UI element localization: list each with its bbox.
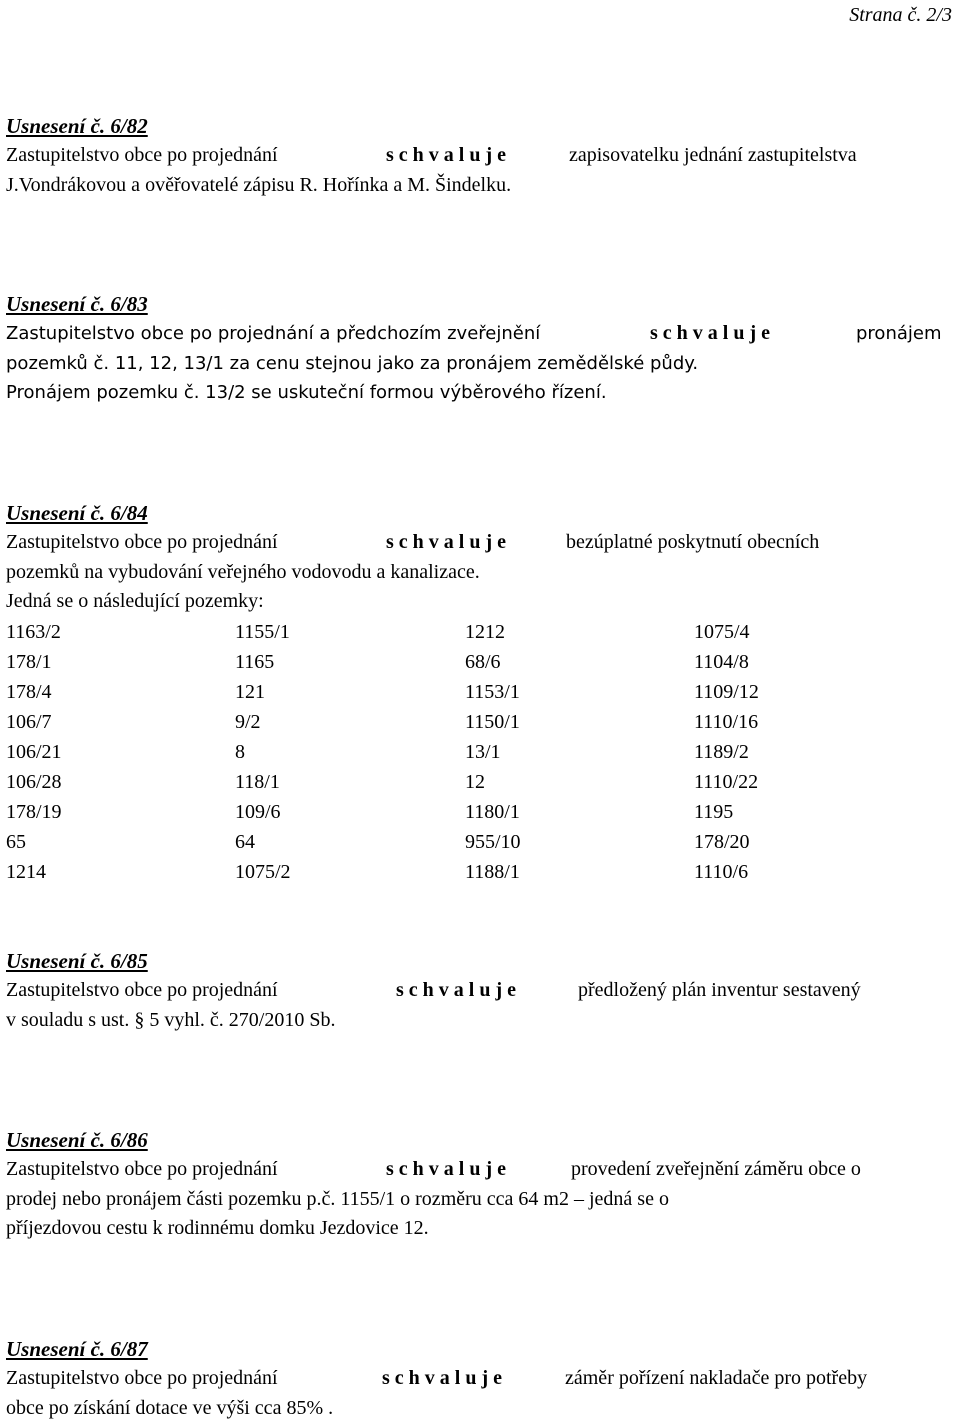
resolution-text-line: prodej nebo pronájem části pozemku p.č. 1155/1 o rozměru cca 64 m2 – jedná se o: [6, 1187, 669, 1210]
parcel-cell: 68/6: [465, 651, 501, 674]
parcel-cell: 1110/16: [694, 711, 759, 734]
parcel-cell: 106/28: [6, 771, 62, 794]
resolution-title: Usnesení č. 6/86: [6, 1128, 148, 1152]
resolution-text-line: [6, 976, 956, 1006]
approval-verb: s c h v a l u j e: [396, 979, 516, 1001]
parcel-cell: 1188/1: [465, 861, 520, 884]
parcel-cell: 1153/1: [465, 681, 520, 704]
parcel-cell: 1104/8: [694, 651, 749, 674]
parcel-cell: 1109/12: [694, 681, 759, 704]
parcel-cell: 12: [465, 771, 485, 794]
parcel-cell: 1163/2: [6, 621, 61, 644]
parcel-cell: 13/1: [465, 741, 501, 764]
resolution-6-85: [6, 946, 956, 1035]
text-before: Zastupitelstvo obce po projednání a předchozím zveřejnění: [6, 323, 541, 344]
approval-verb: s c h v a l u j e: [386, 144, 506, 166]
text-before: Zastupitelstvo obce po projednání: [6, 531, 278, 553]
parcel-cell: 1075/4: [694, 621, 750, 644]
parcel-cell: 1155/1: [235, 621, 290, 644]
parcel-cell: 1189/2: [694, 741, 749, 764]
parcel-cell: 1212: [465, 621, 505, 644]
page-number: Strana č. 2/3: [849, 4, 952, 26]
parcel-cell: 8: [235, 741, 245, 764]
parcel-cell: 1214: [6, 861, 46, 884]
parcel-cell: 1150/1: [465, 711, 520, 734]
approval-verb: s c h v a l u j e: [386, 531, 506, 553]
parcel-cell: 64: [235, 831, 255, 854]
text-after: předložený plán inventur sestavený: [578, 979, 861, 1001]
resolution-title: Usnesení č. 6/85: [6, 949, 148, 973]
parcel-cell: 1110/22: [694, 771, 759, 794]
parcel-cell: 955/10: [465, 831, 521, 854]
resolution-6-86: [6, 1125, 956, 1244]
parcel-cell: 1165: [235, 651, 275, 674]
resolution-text-line: [6, 528, 956, 558]
resolution-text-line: [6, 1155, 956, 1185]
resolution-title: Usnesení č. 6/87: [6, 1337, 148, 1361]
resolution-text-line: Jedná se o následující pozemky:: [6, 590, 264, 613]
parcel-cell: 121: [235, 681, 265, 704]
text-after: pronájem: [856, 323, 942, 344]
resolution-text-line: [6, 319, 956, 349]
parcel-cell: 9/2: [235, 711, 261, 734]
resolution-text-line: Pronájem pozemku č. 13/2 se uskuteční formou výběrového řízení.: [6, 382, 607, 404]
parcel-cell: 1110/6: [694, 861, 749, 884]
resolution-title: Usnesení č. 6/84: [6, 501, 148, 525]
resolution-text-line: [6, 141, 956, 171]
approval-verb: s c h v a l u j e: [382, 1367, 502, 1389]
resolution-6-82: [6, 111, 956, 200]
parcel-cell: 106/7: [6, 711, 52, 734]
parcel-table: [6, 617, 956, 887]
text-before: Zastupitelstvo obce po projednání: [6, 1367, 278, 1389]
parcel-cell: 1075/2: [235, 861, 291, 884]
text-after: zapisovatelku jednání zastupitelstva: [569, 144, 857, 166]
parcel-cell: 178/1: [6, 651, 52, 674]
parcel-cell: 65: [6, 831, 26, 854]
resolution-6-83: [6, 289, 956, 408]
resolution-title: Usnesení č. 6/82: [6, 114, 148, 138]
approval-verb: s c h v a l u j e: [650, 322, 770, 344]
parcel-cell: 178/20: [694, 831, 750, 854]
parcel-cell: 1180/1: [465, 801, 520, 824]
resolution-text-line: pozemků č. 11, 12, 13/1 za cenu stejnou jako za pronájem zemědělské půdy.: [6, 352, 699, 374]
resolution-text-line: pozemků na vybudování veřejného vodovodu a kanalizace.: [6, 560, 480, 583]
text-after: provedení zveřejnění záměru obce o: [571, 1158, 861, 1180]
parcel-cell: 106/21: [6, 741, 62, 764]
parcel-cell: 109/6: [235, 801, 281, 824]
resolution-text-line: J.Vondrákovou a ověřovatelé zápisu R. Hořínka a M. Šindelku.: [6, 173, 512, 196]
resolution-text-line: obce po získání dotace ve výši cca 85% .: [6, 1396, 334, 1419]
text-before: Zastupitelstvo obce po projednání: [6, 1158, 278, 1180]
approval-verb: s c h v a l u j e: [386, 1158, 506, 1180]
text-after: záměr pořízení nakladače pro potřeby: [565, 1367, 868, 1389]
parcel-cell: 178/4: [6, 681, 52, 704]
resolution-text-line: [6, 1364, 956, 1394]
parcel-cell: 1195: [694, 801, 734, 824]
text-after: bezúplatné poskytnutí obecních: [566, 531, 820, 553]
parcel-cell: 118/1: [235, 771, 280, 794]
parcel-cell: 178/19: [6, 801, 62, 824]
resolution-title: Usnesení č. 6/83: [6, 292, 148, 316]
resolution-6-87: [6, 1334, 956, 1423]
text-before: Zastupitelstvo obce po projednání: [6, 979, 278, 1001]
resolution-text-line: v souladu s ust. § 5 vyhl. č. 270/2010 Sb.: [6, 1008, 336, 1031]
text-before: Zastupitelstvo obce po projednání: [6, 144, 278, 166]
resolution-text-line: příjezdovou cestu k rodinnému domku Jezdovice 12.: [6, 1217, 429, 1240]
resolution-6-84: [6, 498, 956, 887]
